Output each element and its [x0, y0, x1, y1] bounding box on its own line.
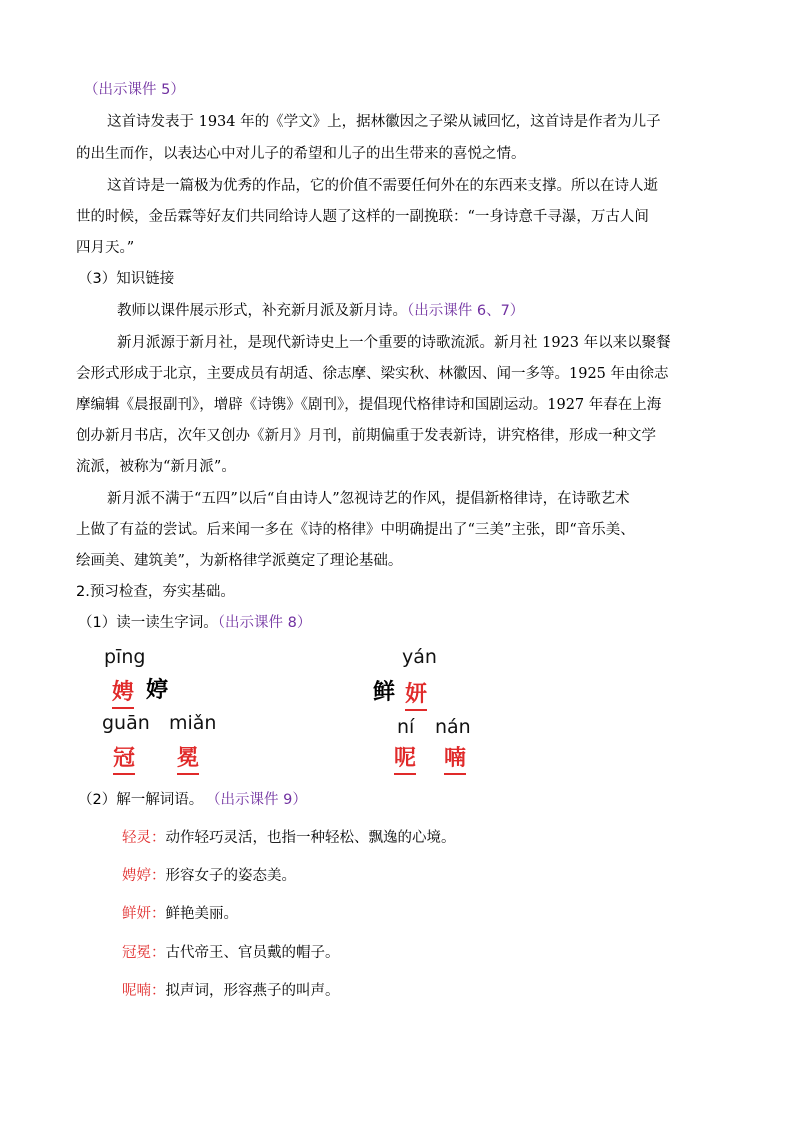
- paragraph-4-line-3: 绘画美、建筑美”，为新格律学派奠定了理论基础。: [76, 553, 403, 569]
- definition-item: [122, 828, 456, 848]
- definition-item: [122, 943, 340, 963]
- char-xian: 鲜: [373, 679, 396, 705]
- char-ni: 呢: [394, 741, 416, 775]
- courseware-note-5: （出示课件 5）: [84, 82, 185, 98]
- definition-text: 鲜艳美丽。: [165, 906, 238, 922]
- pinyin-ni: ní: [397, 716, 415, 738]
- teacher-note: [117, 301, 524, 321]
- definition-term: 鲜妍：: [122, 906, 166, 922]
- pinyin-nan: nán: [435, 716, 471, 738]
- definition-term: 呢喃：: [122, 983, 166, 999]
- paragraph-4-line-2: 上做了有益的尝试。后来闻一多在《诗的格律》中明确提出了“三美”主张，即“音乐美、: [76, 522, 635, 538]
- definition-item: [122, 866, 296, 886]
- teacher-text: 教师以课件展示形式，补充新月派及新月诗。: [117, 303, 407, 319]
- definition-term: 轻灵：: [122, 830, 166, 846]
- courseware-note-8: （出示课件 8）: [217, 615, 312, 631]
- definition-text: 古代帝王、官员戴的帽子。: [165, 945, 340, 961]
- char-ping: 娉: [112, 675, 134, 709]
- paragraph-2-line-3: 四月天。”: [76, 240, 135, 256]
- courseware-note-6-7: （出示课件 6、7）: [407, 303, 525, 319]
- definition-term: 娉婷：: [122, 868, 166, 884]
- pinyin-ping: pīng: [104, 646, 146, 668]
- pinyin-yan: yán: [402, 646, 437, 668]
- paragraph-2-line-2: 世的时候，金岳霖等好友们共同给诗人题了这样的一副挽联：“一身诗意千寻瀑，万古人间: [76, 209, 649, 225]
- char-yan: 妍: [405, 677, 427, 711]
- definition-item: [122, 904, 238, 924]
- definition-text: 动作轻巧灵活，也指一种轻松、飘逸的心境。: [165, 830, 456, 846]
- char-ting: 婷: [146, 677, 169, 703]
- preview-heading: 2.预习检查，夯实基础。: [76, 584, 235, 600]
- explain-heading-text: （2）解一解词语。: [78, 792, 204, 808]
- paragraph-3-line-3: 摩编辑《晨报副刊》，增辟《诗镌》《剧刊》，提倡现代格律诗和国剧运动。1927 年春在上海: [76, 397, 662, 413]
- pinyin-mian: miǎn: [169, 712, 217, 734]
- read-heading: [78, 613, 311, 633]
- paragraph-4-line-1: 新月派不满于“五四”以后“自由诗人”忽视诗艺的作风，提倡新格律诗，在诗歌艺术: [107, 491, 630, 507]
- char-guan: 冠: [113, 741, 135, 775]
- paragraph-2-line-1: 这首诗是一篇极为优秀的作品，它的价值不需要任何外在的东西来支撑。所以在诗人逝: [107, 178, 658, 194]
- read-heading-text: （1）读一读生字词。: [78, 615, 218, 631]
- definition-text: 形容女子的姿态美。: [165, 868, 296, 884]
- definition-text: 拟声词，形容燕子的叫声。: [165, 983, 340, 999]
- char-nan: 喃: [444, 741, 466, 775]
- char-mian: 冕: [177, 741, 199, 775]
- pinyin-guan: guān: [102, 712, 150, 734]
- definition-term: 冠冕：: [122, 945, 166, 961]
- paragraph-1-line-2: 的出生而作，以表达心中对儿子的希望和儿子的出生带来的喜悦之情。: [76, 146, 526, 162]
- definition-item: [122, 981, 340, 1001]
- paragraph-1-line-1: 这首诗发表于 1934 年的《学文》上，据林徽因之子梁从诫回忆，这首诗是作者为儿子: [107, 114, 661, 130]
- explain-heading: [78, 790, 307, 810]
- courseware-note-9: （出示课件 9）: [213, 792, 307, 808]
- knowledge-heading: （3）知识链接: [78, 271, 175, 287]
- paragraph-3-line-5: 流派，被称为“新月派”。: [76, 459, 236, 475]
- paragraph-3-line-1: 新月派源于新月社，是现代新诗史上一个重要的诗歌流派。新月社 1923 年以来以聚餐: [117, 335, 671, 351]
- paragraph-3-line-2: 会形式形成于北京，主要成员有胡适、徐志摩、梁实秋、林徽因、闻一多等。1925 年由徐志: [76, 366, 669, 382]
- paragraph-3-line-4: 创办新月书店，次年又创办《新月》月刊，前期偏重于发表新诗，讲究格律，形成一种文学: [76, 428, 656, 444]
